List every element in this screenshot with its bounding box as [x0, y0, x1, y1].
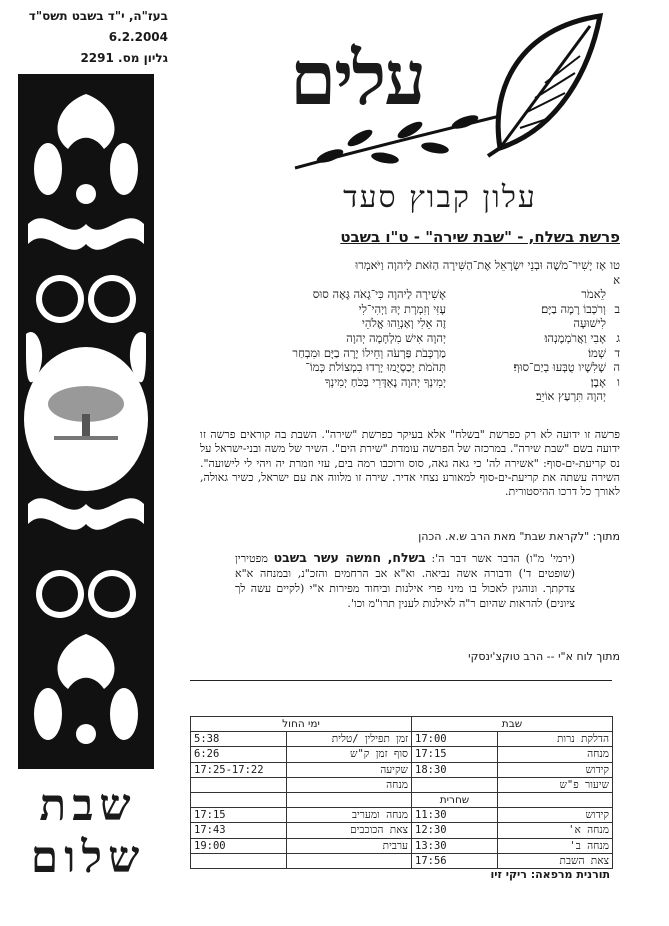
shabbat-word: שבת [39, 780, 137, 831]
divider [190, 680, 612, 681]
intro-paragraph: פרשה זו ידועה לא רק כפרשת "בשלח" אלא בעיקר כפרשת "שירה". השבת בה קוראים פרשה זו ידועה בשם "שבת שירה". במרכזה של הפרשה עומדת "שירת הים". השיר של משה ובני-ישראל על נס קריעת-ים-סוף: "אשירה לה' כי גאה גאה, סוס ורוכבו רמה בים, עזי וזמרת יה ויהי לי לישועה". השירה עשתה את קריעת-ים-סוף למאורע נצחי אדיר. שירה זו מלווה את עם ישראל, כשיר גאולה, לאורך כל דרכו ההיסטורית. [200, 428, 620, 499]
shabbat-header: שבת [412, 717, 613, 732]
shabbat-shalom-banner [14, 780, 162, 884]
poem-line: ב וְרֹכְבוֹ רָמָה בַיָּם׃ עָזִּי וְזִמְרָת יָהּ וַיְהִי־לִי [358, 301, 620, 316]
weekday-header: ימי החול [191, 717, 412, 732]
poem-line: לֵאמֹר אָשִׁירָה לַיהוָה כִּי־גָאֹה גָּאָה סוּס [312, 287, 606, 302]
branch-icon [290, 108, 510, 178]
intro-source: מתוך: "לקראת שבת" מאת הרב ש.א. הכהן [418, 530, 620, 543]
prayer-times-table [190, 716, 613, 869]
poem-line: יְהוָה תִּרְעַץ אוֹיֵב׃ [535, 389, 606, 404]
poem-line: טו א אָז יָשִׁיר־מֹשֶׁה וּבְנֵי יִשְׂרָאֵל אֶת־הַשִּׁירָה הַזֹּאת לַיהוָה וַיֹּאמְרוּ [355, 258, 620, 287]
parasha-heading: פרשת בשלח, - "שבת שירה" - ט"ו בשבט [340, 228, 620, 246]
clinic-duty-credit: תורנית מרפאה: ריקי זיו [490, 868, 610, 881]
logo-title: עלים [290, 36, 425, 122]
shirat-hayam-poem [255, 258, 620, 404]
table-row: צאת השבת 17:56 [191, 853, 613, 868]
poem-line: ג אָבִי וַאֲרֹמְמֶנְהוּ׃ יְהוָה אִישׁ מִלְחָמָה יְהוָה [346, 330, 620, 345]
table-row: הדלקת נרות 17:00 זמן תפילין /טלית 5:38 [191, 732, 613, 747]
logo-subtitle: עלון קבוץ סעד [343, 180, 537, 215]
table-row: שחרית [191, 792, 613, 807]
table-row: מנחה 17:15 סוף זמן ק"ש 6:26 [191, 747, 613, 762]
table-row: מנחה ב' 13:30 ערבית 19:00 [191, 838, 613, 853]
poem-line: ד שְׁמוֹ׃ מַרְכְּבֹת פַּרְעֹה וְחֵילוֹ יָרָה בַיָּם וּמִבְחַר [292, 345, 620, 360]
ornament-pattern-icon [18, 74, 154, 769]
poem-line: ו אָבֶן׃ יְמִינְךָ יְהוָה נֶאְדָּרִי בַּכֹּחַ יְמִינְךָ [324, 374, 620, 389]
table-row: שיעור פ"ש מנחה [191, 777, 613, 792]
gregorian-date: 6.2.2004 [108, 30, 168, 44]
ornament-column [18, 74, 154, 769]
table-row: מנחה א' 12:30 צאת הכוכבים 17:43 [191, 823, 613, 838]
poem-line: ה שָׁלִשָׁיו טֻבְּעוּ בְיַם־סוּף׃ תְּהֹמֹת יְכַסְיֻמוּ יָרְדוּ בִמְצוֹלֹת כְּמוֹ־ [305, 360, 620, 375]
table-row: קידוש 11:30 מנחה ומעריב 17:15 [191, 808, 613, 823]
luach-paragraph: (ירמי' מ"ו) הדבר אשר דבר ה': בשלח, חמשה עשר בשבט מפטירין (שופטים ד') ודבורה אשה נביאה. וא"א אב הרחמים והזכ"נ, ובמנחה א"א צדקתך. ונוהגין לאכול בו מיני פרי אילנות וביחוד מפירות א"י (לקיים עשה לך ציונים) להראות שהיום ר"ה לאילנות לענין תרו"מ וכו'. [235, 550, 576, 610]
table-header-row [191, 717, 613, 732]
issue-number: גליון מס. 2291 [80, 51, 168, 65]
poem-line: לִישׁוּעָה זֶה אֵלִי וְאַנְוֵהוּ אֱלֹהֵי [361, 316, 606, 331]
shalom-word: שלום [30, 832, 146, 883]
luach-source: מתוך לוח א"י -- הרב טוקצ'ינסקי [468, 650, 620, 663]
table-row: קידוש 18:30 שקיעה 17:25-17:22 [191, 762, 613, 777]
issue-header [8, 6, 168, 69]
hebrew-date: בעז"ה, י"ד בשבט תשס"ד [28, 9, 168, 23]
